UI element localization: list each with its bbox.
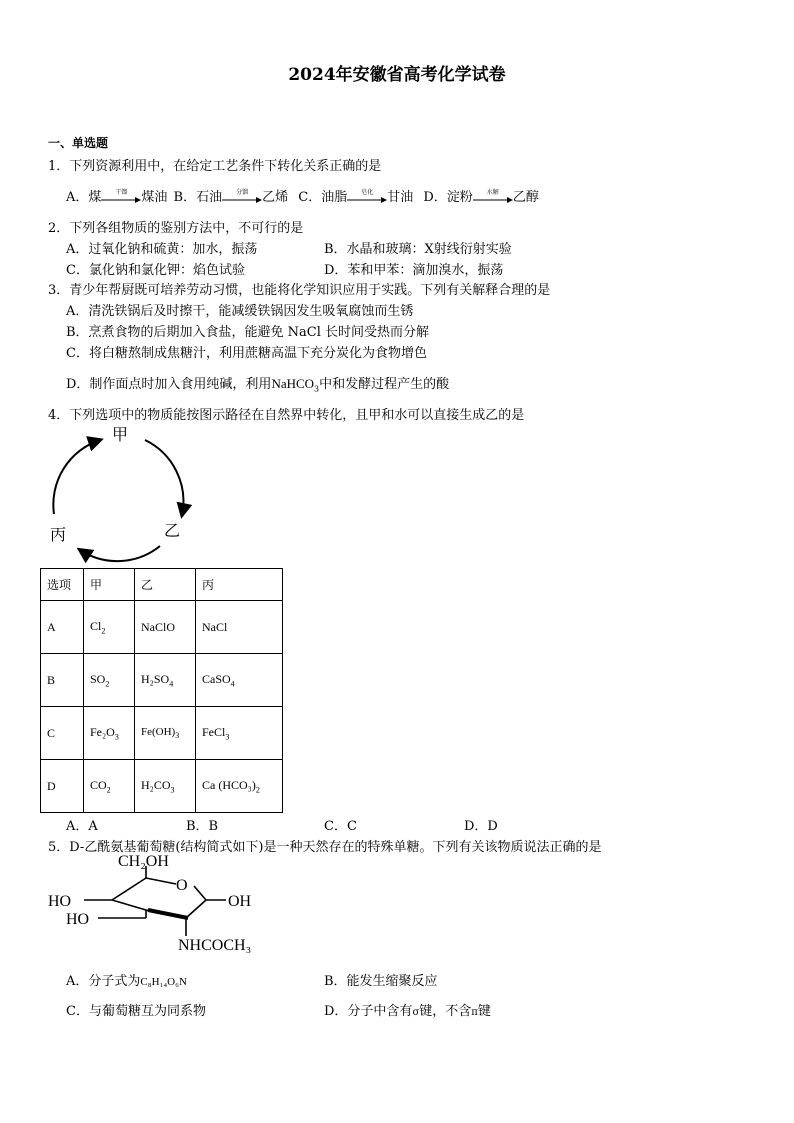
q4-answer-a: A．A xyxy=(66,819,98,834)
q2-option-c: C．氯化钠和氯化钾：焰色试验 xyxy=(66,263,245,278)
q2-option-d: D．苯和甲苯：滴加溴水，振荡 xyxy=(324,263,504,278)
q2-option-b: B．水晶和玻璃：X射线衍射实验 xyxy=(324,242,512,257)
q1-arrow-c: 皂化 xyxy=(347,191,387,205)
section-heading: 一、单选题 xyxy=(48,136,109,150)
ring-oxygen-label: O xyxy=(176,877,188,894)
ch2oh-label: CH₂OH xyxy=(118,853,169,870)
q3-stem: 3．青少年帮厨既可培养劳动习惯，也能将化学知识应用于实践。下列有关解释合理的是 xyxy=(48,283,551,298)
q4-table xyxy=(40,568,283,813)
q5-stem: 5．D-乙酰氨基葡萄糖(结构简式如下)是一种天然存在的特殊单糖。下列有关该物质说法正确的是 xyxy=(48,840,602,855)
table-row: B $SO_2$ $H_2SO_4$ CaSO$_4$ xyxy=(41,654,283,707)
q4-answer-d: D．D xyxy=(464,819,498,834)
q5-option-c: C．与葡萄糖互为同系物 xyxy=(66,1004,206,1019)
q3-option-a: A．清洗铁锅后及时擦干，能减缓铁锅因发生吸氧腐蚀而生锈 xyxy=(66,304,414,319)
cycle-label-bing: 丙 xyxy=(50,527,67,544)
q1-options: A．煤 干馏 煤油 B．石油 分馏 乙烯 C．油脂 皂化 甘油 D．淀粉 水解 乙醇 xyxy=(66,188,539,205)
q1-option-b: B．石油 xyxy=(173,190,223,205)
cycle-arrow-bing-jia xyxy=(53,440,100,514)
cycle-diagram xyxy=(40,418,200,568)
q1-arrow-d: 水解 xyxy=(473,191,513,205)
table-header: 甲 xyxy=(84,569,135,601)
q4-stem: 4．下列选项中的物质能按图示路径在自然界中转化，且甲和水可以直接生成乙的是 xyxy=(48,408,525,423)
q1-option-d: D．淀粉 xyxy=(423,190,473,205)
cycle-arrow-yi-bing xyxy=(80,546,160,561)
oh-right-label: OH xyxy=(228,893,252,910)
q1-stem: 1．下列资源利用中，在给定工艺条件下转化关系正确的是 xyxy=(48,159,382,174)
cycle-label-yi: 乙 xyxy=(164,523,181,540)
cycle-label-jia: 甲 xyxy=(112,427,129,444)
ho-left-label-1: HO xyxy=(48,893,72,910)
q1-option-a: A．煤 xyxy=(66,190,102,205)
q3-formula: NaHCO xyxy=(271,376,315,391)
q5-option-d: D．分子中含有σ键，不含π键 xyxy=(324,1004,491,1019)
q2-stem: 2．下列各组物质的鉴别方法中，不可行的是 xyxy=(48,221,304,236)
table-header: 丙 xyxy=(196,569,283,601)
page-title: 2024年安徽省高考化学试卷 xyxy=(288,65,506,85)
q5-option-b: B．能发生缩聚反应 xyxy=(324,974,438,989)
q4-answer-b: B．B xyxy=(186,819,219,834)
q5-option-a: A．分子式为C₈H₁₄O₆N xyxy=(66,974,187,989)
q3-option-b: B．烹煮食物的后期加入食盐，能避免 NaCl 长时间受热而分解 xyxy=(66,325,430,340)
cycle-arrow-jia-yi xyxy=(145,440,183,515)
q5-formula: C₈H₁₄O₆N xyxy=(140,976,187,988)
table-header: 选项 xyxy=(41,569,84,601)
table-row: D $CO_2$ $H_2CO_3$ Ca $(HCO_3)_2$ xyxy=(41,760,283,813)
q1-arrow-b: 分馏 xyxy=(222,191,262,205)
table-header-row xyxy=(41,569,283,601)
q1-option-c: C．油脂 xyxy=(298,190,348,205)
q1-arrow-a: 干馏 xyxy=(101,191,141,205)
table-row: C $Fe_2O_3$ $Fe(OH)_3$ FeCl$_3$ xyxy=(41,707,283,760)
table-header: 乙 xyxy=(135,569,196,601)
q4-answer-c: C．C xyxy=(324,819,357,834)
table-row: A $Cl_2$ NaClO NaCl xyxy=(41,601,283,654)
ho-left-label-2: HO xyxy=(66,911,90,928)
nhcoch3-label: NHCOCH₃ xyxy=(178,937,252,954)
q2-option-a: A．过氧化钠和硫黄：加水，振荡 xyxy=(66,242,258,257)
structure-diagram xyxy=(46,852,276,958)
q3-option-c: C．将白糖熬制成焦糖汁，利用蔗糖高温下充分炭化为食物增色 xyxy=(66,346,427,361)
q3-option-d: D．制作面点时加入食用纯碱，利用NaHCO$_3$中和发酵过程产生的酸 xyxy=(66,376,450,394)
